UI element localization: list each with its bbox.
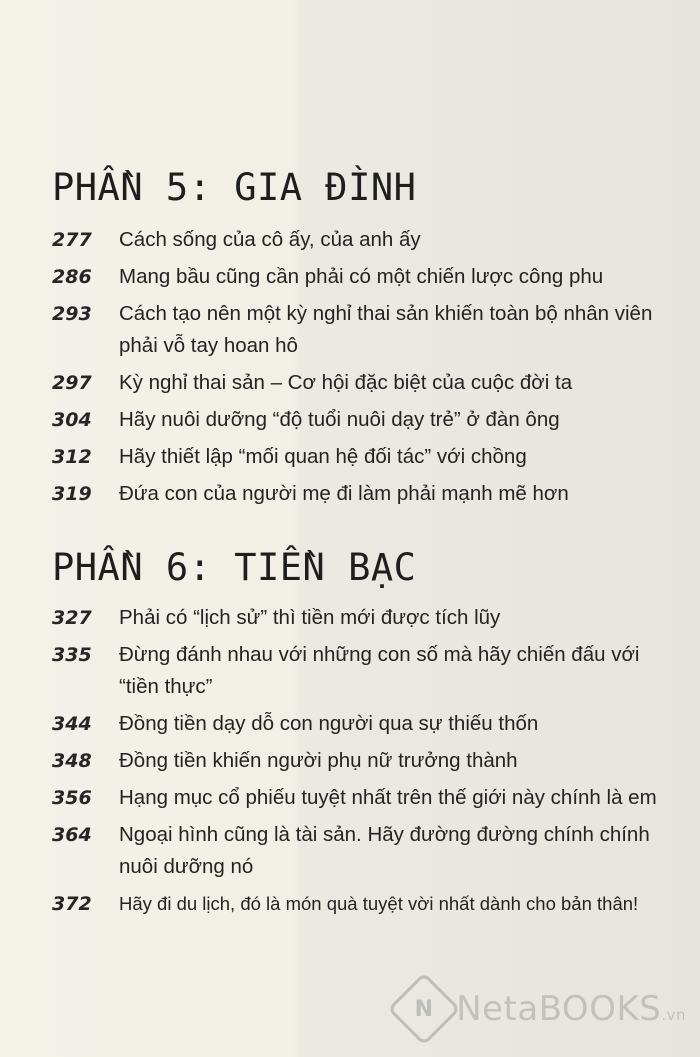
toc-entry: [52, 782, 672, 814]
toc-entry: [52, 404, 672, 436]
entry-title: Cách sống của cô ấy, của anh ấy: [119, 228, 421, 251]
page-number: 356: [52, 787, 92, 809]
entry-title: Mang bầu cũng cần phải có một chiến lược công phu: [119, 265, 604, 288]
entry-title: Ngoại hình cũng là tài sản. Hãy đường đường chính chính nuôi dưỡng nó: [119, 823, 650, 878]
toc-entry: [52, 367, 672, 399]
toc-entry: [52, 745, 672, 777]
toc-entry: [52, 441, 672, 473]
page-number: 297: [52, 372, 92, 394]
page-number: 364: [52, 824, 92, 846]
toc-entry: [52, 478, 672, 510]
page-number: 304: [52, 409, 92, 431]
section-6: [52, 546, 672, 925]
toc-list: [52, 602, 672, 920]
entry-title: Hãy nuôi dưỡng “độ tuổi nuôi dạy trẻ” ở đàn ông: [119, 408, 560, 431]
entry-title: Đứa con của người mẹ đi làm phải mạnh mẽ hơn: [119, 482, 569, 505]
entry-title: Đồng tiền khiến người phụ nữ trưởng thành: [119, 749, 518, 772]
page-number: 312: [52, 446, 92, 468]
entry-title: Kỳ nghỉ thai sản – Cơ hội đặc biệt của cuộc đời ta: [119, 371, 573, 394]
netabooks-watermark: [398, 983, 686, 1035]
entry-title: Phải có “lịch sử” thì tiền mới được tích lũy: [119, 606, 501, 629]
page-number: 293: [52, 303, 92, 325]
entry-title: Đừng đánh nhau với những con số mà hãy chiến đấu với “tiền thực”: [119, 643, 640, 698]
toc-entry: [52, 298, 672, 362]
page-number: 335: [52, 644, 92, 666]
entry-title: Đồng tiền dạy dỗ con người qua sự thiếu thốn: [119, 712, 539, 735]
page-number: 327: [52, 607, 92, 629]
toc-entry: [52, 708, 672, 740]
toc-entry: [52, 224, 672, 256]
toc-list: [52, 224, 672, 510]
toc-entry: [52, 888, 672, 920]
page-number: 348: [52, 750, 92, 772]
page-number: 372: [52, 893, 92, 915]
section-title: PHẦN 5: GIA ĐÌNH: [52, 166, 417, 209]
watermark-brand: [456, 989, 686, 1029]
page-number: 319: [52, 483, 92, 505]
entry-title: Hãy thiết lập “mối quan hệ đối tác” với chồng: [119, 445, 527, 468]
toc-entry: [52, 639, 672, 703]
page-number: 277: [52, 229, 92, 251]
netabooks-logo-icon: [387, 972, 461, 1046]
entry-title: Hạng mục cổ phiếu tuyệt nhất trên thế giới này chính là em: [119, 786, 657, 809]
entry-title: Cách tạo nên một kỳ nghỉ thai sản khiến toàn bộ nhân viên phải vỗ tay hoan hô: [119, 302, 653, 357]
page-number: 286: [52, 266, 92, 288]
brand-name: NetaBOOKS: [456, 989, 662, 1029]
page-number: 344: [52, 713, 92, 735]
entry-title: Hãy đi du lịch, đó là món quà tuyệt vời nhất dành cho bản thân!: [119, 893, 639, 914]
brand-suffix: .vn: [661, 1006, 686, 1024]
toc-entry: [52, 819, 672, 883]
section-title: PHẦN 6: TIỀN BẠC: [52, 546, 417, 589]
toc-entry: [52, 602, 672, 634]
section-5: [52, 166, 672, 515]
logo-letter: N: [414, 996, 434, 1022]
toc-entry: [52, 261, 672, 293]
